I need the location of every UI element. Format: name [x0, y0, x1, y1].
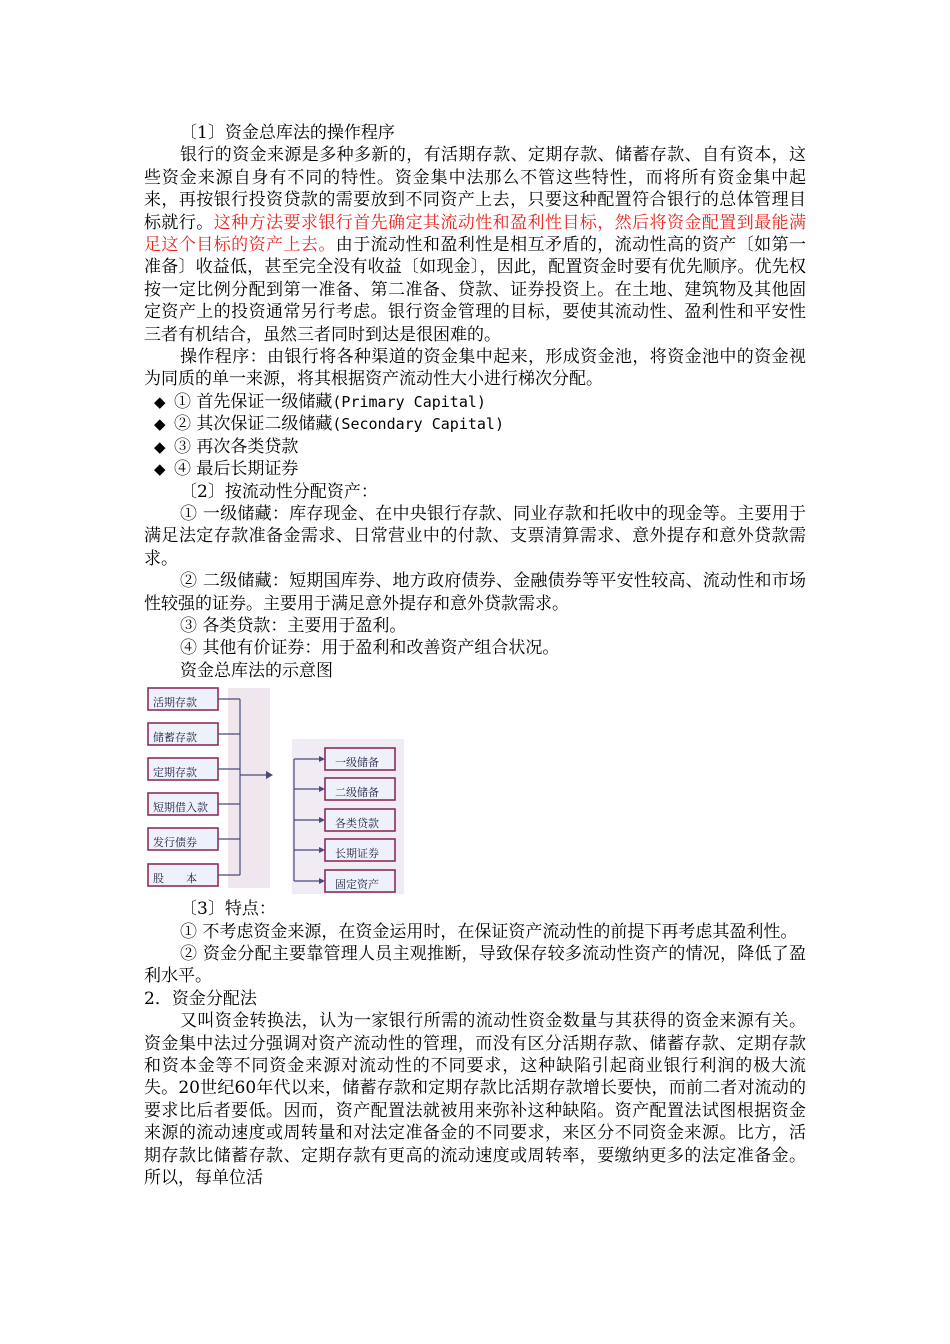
- list-item-text: ② 其次保证二级储藏: [174, 414, 333, 435]
- asset-item-1: ① 一级储藏：库存现金、在中央银行存款、同业存款和托收中的现金等。主要用于满足法定存款准备金需求、日常营业中的付款、支票清算需求、意外提存和意外贷款需求。: [144, 503, 806, 569]
- paragraph-2: 操作程序：由银行将各种渠道的资金集中起来，形成资金池，将资金池中的资金视为同质的单一来源，将其根据资产流动性大小进行梯次分配。: [144, 347, 806, 390]
- list-item-text: ① 首先保证一级储藏: [174, 391, 333, 412]
- list-item: [144, 458, 806, 480]
- source-label: 储蓄存款: [153, 731, 197, 745]
- priority-list: [144, 391, 806, 481]
- list-item-text: ④ 最后长期证券: [174, 459, 299, 480]
- asset-item-4: ④ 其他有价证券：用于盈利和改善资产组合状况。: [180, 638, 560, 659]
- paragraph-1-rest: 由于流动性和盈利性是相互矛盾的，流动性高的资产〔如第一准备〕收益低，甚至完全没有收益〔如现金〕，因此，配置资金时要有优先顺序。优先权按一定比例分配到第一准备、第二准备、贷款、证券投资上。在土地、建筑物及其他固定资产上的投资通常另行考虑。银行资金管理的目标，要使其流动性、盈利性和平安性三者有机结合，虽然三者同时到达是很困难的。: [144, 235, 807, 345]
- paragraph-1-text: 银行的资金来源是多种多新的，有活期存款、定期存款、储蓄存款、自有资本，这些资金来源自身有不同的特性。资金集中法那么不管这些特性，而将所有资金集中起来，再按银行投资贷款的需要放到不同资产上去，只要这种配置符合银行的总体管理目标就行。: [144, 145, 806, 233]
- diamond-bullet-icon: ◆: [154, 437, 166, 456]
- source-label: 短期借入款: [153, 801, 208, 815]
- section1-title: 〔1〕资金总库法的操作程序: [180, 123, 395, 143]
- section-heading-2: 2．资金分配法: [144, 988, 257, 1009]
- diamond-bullet-icon: ◆: [154, 415, 166, 434]
- list-item-english: (Primary Capital): [332, 392, 486, 411]
- diagram-background: [228, 688, 270, 888]
- list-item-english: (Secondary Capital): [332, 415, 504, 434]
- list-item: [144, 391, 806, 413]
- paragraph-3: 又叫资金转换法，认为一家银行所需的流动性资金数量与其获得的资金来源有关。资金集中法过分强调对资产流动性的管理，而没有区分活期存款、储蓄存款、定期存款和资本金等不同资金来源对流动性的不同要求，这种缺陷引起商业银行利润的极大流失。20世纪60年代以来，储蓄存款和定期存款比活期存款增长要快，而前二者对流动的要求比后者要低。因而，资产配置法就被用来弥补这种缺陷。资产配置法试图根据资金来源的流动速度或周转量和对法定准备金的不同要求，来区分不同资金来源。比方，活期存款比储蓄存款、定期存款有更高的流动速度或周转率，要缴纳更多的法定准备金。所以，每单位活: [144, 1011, 806, 1189]
- fund-pool-diagram: [144, 684, 406, 896]
- diamond-bullet-icon: ◆: [154, 392, 166, 411]
- use-label: 各类贷款: [335, 817, 379, 831]
- section3-title: 〔3〕特点：: [180, 899, 276, 920]
- section2-title: 〔2〕按流动性分配资产：: [180, 481, 378, 502]
- asset-item-3: ③ 各类贷款：主要用于盈利。: [180, 615, 407, 636]
- paragraph-1-highlight: 这种方法要求银行首先确定其流动性和盈利性目标，然后将资金配置到最能满足这个目标的资产上去。: [144, 212, 807, 256]
- source-label: 发行债券: [153, 836, 197, 850]
- use-label: 固定资产: [335, 878, 379, 892]
- source-label: 定期存款: [153, 766, 197, 780]
- asset-item-2: ② 二级储藏：短期国库券、地方政府债券、金融债券等平安性较高、流动性和市场性较强的证券。主要用于满足意外提存和意外贷款需求。: [144, 571, 806, 614]
- source-label: 股 本: [153, 872, 197, 886]
- document-page: [144, 122, 806, 1189]
- use-label: 一级储备: [335, 756, 379, 770]
- list-item: [144, 436, 806, 458]
- source-label: 活期存款: [153, 696, 197, 710]
- diagram-title: 资金总库法的示意图: [180, 660, 333, 681]
- source-boxes: [148, 688, 218, 886]
- use-label: 二级储备: [335, 786, 379, 800]
- use-label: 长期证券: [335, 847, 379, 861]
- paragraph-1: [144, 144, 806, 346]
- list-item-text: ③ 再次各类贷款: [174, 436, 299, 457]
- diamond-bullet-icon: ◆: [154, 460, 166, 479]
- feature-2: ② 资金分配主要靠管理人员主观推断，导致保存较多流动性资产的情况，降低了盈利水平。: [144, 943, 806, 987]
- feature-1: ① 不考虑资金来源，在资金运用时，在保证资产流动性的前提下再考虑其盈利性。: [180, 921, 798, 942]
- list-item: [144, 413, 806, 435]
